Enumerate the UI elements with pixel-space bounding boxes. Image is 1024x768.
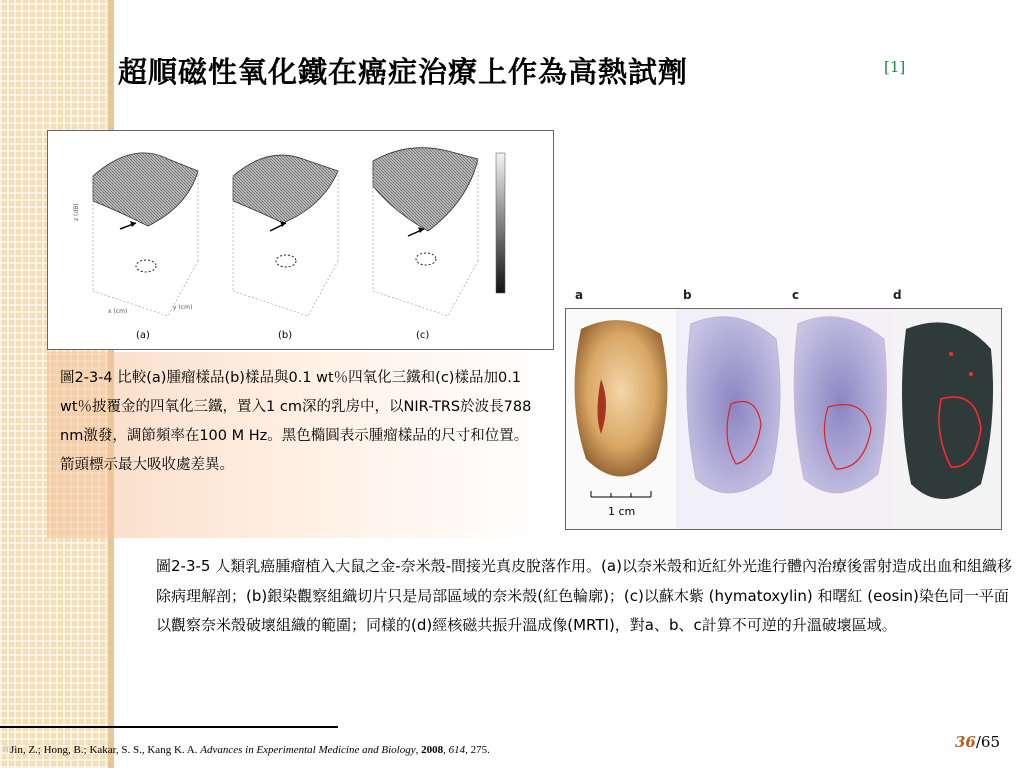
tissue-photo-a: [566, 309, 676, 529]
surface-plots-graphic: [48, 131, 553, 349]
reference-authors: Jin, Z.; Hong, B.; Kakar, S. S., Kang K. A.: [10, 744, 198, 756]
reference-journal: Advances in Experimental Medicine and Biology: [200, 744, 416, 756]
surface-plot-a: [93, 153, 198, 316]
colorbar: [496, 153, 505, 293]
surface-plot-c: [373, 148, 478, 316]
figure-2-3-5-caption: 圖2-3-5 人類乳癌腫瘤植入大鼠之金-奈米殼-間接光真皮脫落作用。(a)以奈米殼和近紅外光進行體內治療後雷射造成出血和組織移除病理解剖；(b)銀染觀察組織切片只是局部區域的奈米殼(紅色輪廓)；(c)以蘇木紫 (hymatoxylin) 和曙紅 (eosin)染色同一平面以觀察奈米殼破壞組織的範圍；同樣的(d)經核磁共振升溫成像(MRTI)，對a、b、c計算不可逆的升溫破壞區域。: [156, 557, 1012, 634]
panel-label-b: (b): [278, 330, 293, 341]
axis-label-x-a: x (cm): [108, 308, 128, 315]
footer-divider: [0, 726, 338, 728]
footer-small-mark: 印: [3, 745, 11, 754]
axis-label-z-a: z (dB): [73, 203, 80, 221]
fig2-letter-c: c: [792, 288, 800, 302]
tissue-photo-b: [676, 309, 786, 529]
fig2-letter-d: d: [893, 288, 902, 302]
axis-label-y-a: y (cm): [173, 304, 193, 311]
footer-reference: Jin, Z.; Hong, B.; Kakar, S. S., Kang K. A. Advances in Experimental Medicine and Biology, 2008, 614, 275.: [10, 744, 490, 756]
page-number: [955, 733, 1000, 751]
page-total: /65: [975, 733, 1001, 751]
tissue-sections-graphic: [566, 309, 1001, 529]
reference-year: 2008: [421, 744, 444, 756]
tissue-photo-c: [786, 309, 894, 529]
tissue-photo-d: [894, 309, 1001, 529]
fig2-letter-b: b: [683, 288, 692, 302]
panel-label-a: (a): [136, 330, 150, 341]
page-current: 36: [955, 733, 976, 751]
slide-title: 超順磁性氧化鐵在癌症治療上作為高熱試劑: [118, 55, 689, 89]
surface-plot-b: [233, 155, 338, 316]
title-reference-link[interactable]: [1]: [884, 58, 906, 76]
figure-tissue-sections: [565, 308, 1002, 530]
reference-volume: 614: [448, 744, 466, 756]
panel-label-c: (c): [416, 330, 430, 341]
fig2-letter-a: a: [575, 288, 584, 302]
reference-pages: 275.: [470, 744, 490, 756]
figure-3d-surface-plots: [47, 130, 554, 350]
scale-bar-label: 1 cm: [608, 505, 636, 518]
figure-2-3-4-caption: 圖2-3-4 比較(a)腫瘤樣品(b)樣品與0.1 wt％四氧化三鐵和(c)樣品加0.1 wt％披覆金的四氧化三鐵，置入1 cm深的乳房中，以NIR-TRS於波長788 nm激發，調節頻率在100 M Hz。黑色橢圓表示腫瘤樣品的尺寸和位置。箭頭標示最大吸收處差異。: [47, 352, 552, 538]
